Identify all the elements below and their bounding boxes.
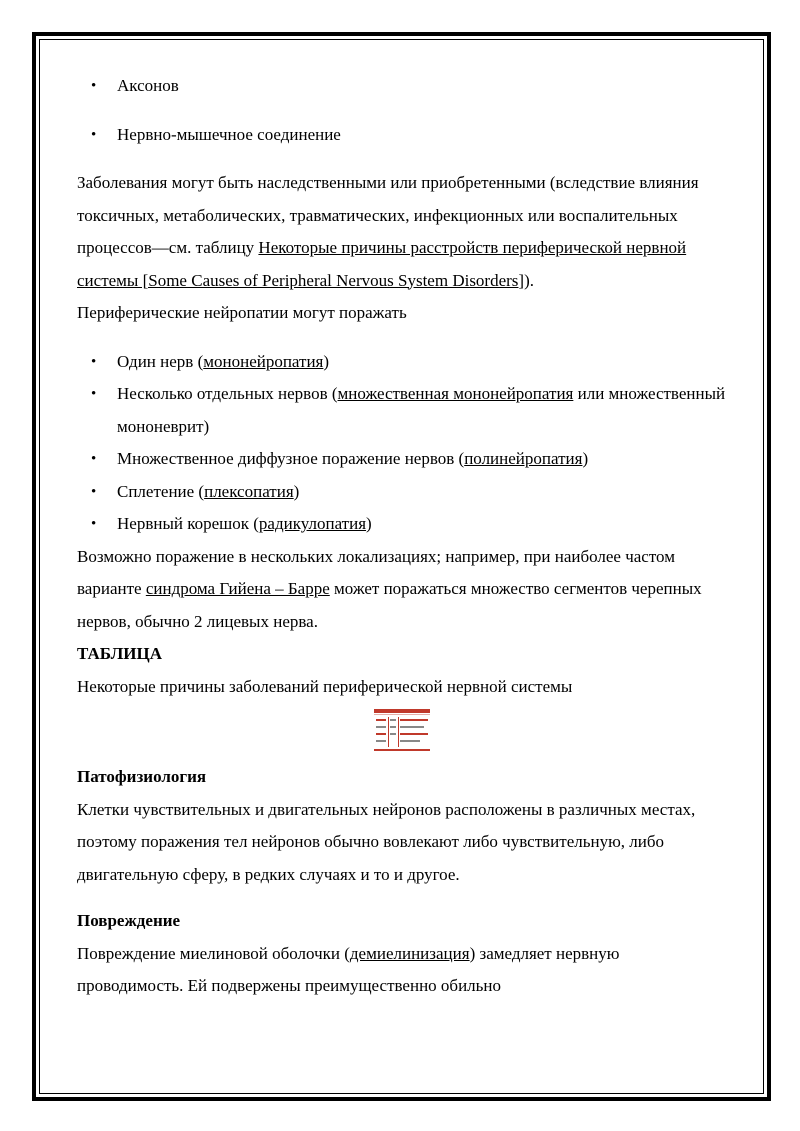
table-heading: ТАБЛИЦА — [77, 644, 162, 663]
neuropathies-intro: Периферические нейропатии могут поражать — [77, 303, 407, 322]
polyneuropathy-link[interactable]: полинейропатия — [464, 449, 583, 468]
table-caption: Некоторые причины заболеваний периферической нервной системы — [77, 676, 573, 696]
list-item: • Несколько отдельных нервов (множественная мононейропатия или множественный мононеврит) — [77, 378, 727, 443]
demyelination-link[interactable]: демиелинизация — [349, 943, 470, 963]
list-item: • Нервный корешок (радикулопатия) — [77, 508, 727, 541]
damage-heading: Повреждение — [77, 911, 181, 930]
guillain-barre-paragraph: Возможно поражение в нескольких локализациях; например, при наиболее частом варианте синдрома Гийена – Барре может поражаться множество сегментов черепных нервов, обычно 2 лицевых нерва. — [77, 546, 702, 631]
list-item: • Множественное диффузное поражение нервов (полинейропатия) — [77, 443, 727, 476]
list-item: • Один нерв (мононейропатия) — [77, 346, 727, 379]
guillain-barre-link[interactable]: синдрома Гийена – Барре — [145, 579, 330, 598]
causes-paragraph: Заболевания могут быть наследственными или приобретенными (вследствие влияния токсичных, метаболических, травматических, инфекционных или воспалительных процессов—см. таблицу Некоторые причины расстройств периферической нервной системы [Some Causes of Peripheral Nervous System Disorders]). — [77, 173, 699, 290]
document-body — [77, 70, 727, 1003]
list-item: • Нервно-мышечное соединение — [77, 119, 727, 152]
list-item: • Аксонов — [77, 70, 727, 103]
damage-text: Повреждение миелиновой оболочки (демиелинизация) замедляет нервную проводимость. Ей подвержены преимущественно обильно — [77, 943, 620, 995]
table-thumbnail-icon[interactable] — [374, 709, 430, 753]
pathophysiology-heading: Патофизиология — [77, 767, 207, 786]
multiple-mononeuropathy-link[interactable]: множественная мононейропатия — [337, 384, 574, 403]
radiculopathy-link[interactable]: радикулопатия — [258, 514, 367, 533]
structures-list — [77, 70, 727, 151]
pathophysiology-text: Клетки чувствительных и двигательных нейронов расположены в различных местах, поэтому поражения тел нейронов обычно вовлекают либо чувствительную, либо двигательную сферу, в редких случаях и то и другое. — [77, 799, 696, 884]
neuropathy-types-list — [77, 346, 727, 541]
mononeuropathy-link[interactable]: мононейропатия — [203, 351, 324, 371]
table-link[interactable]: Некоторые причины расстройств периферической нервной системы [Some Causes of Peripheral Nervous System Disorders] — [77, 238, 687, 290]
plexopathy-link[interactable]: плексопатия — [204, 481, 294, 501]
list-item: • Сплетение (плексопатия) — [77, 476, 727, 509]
